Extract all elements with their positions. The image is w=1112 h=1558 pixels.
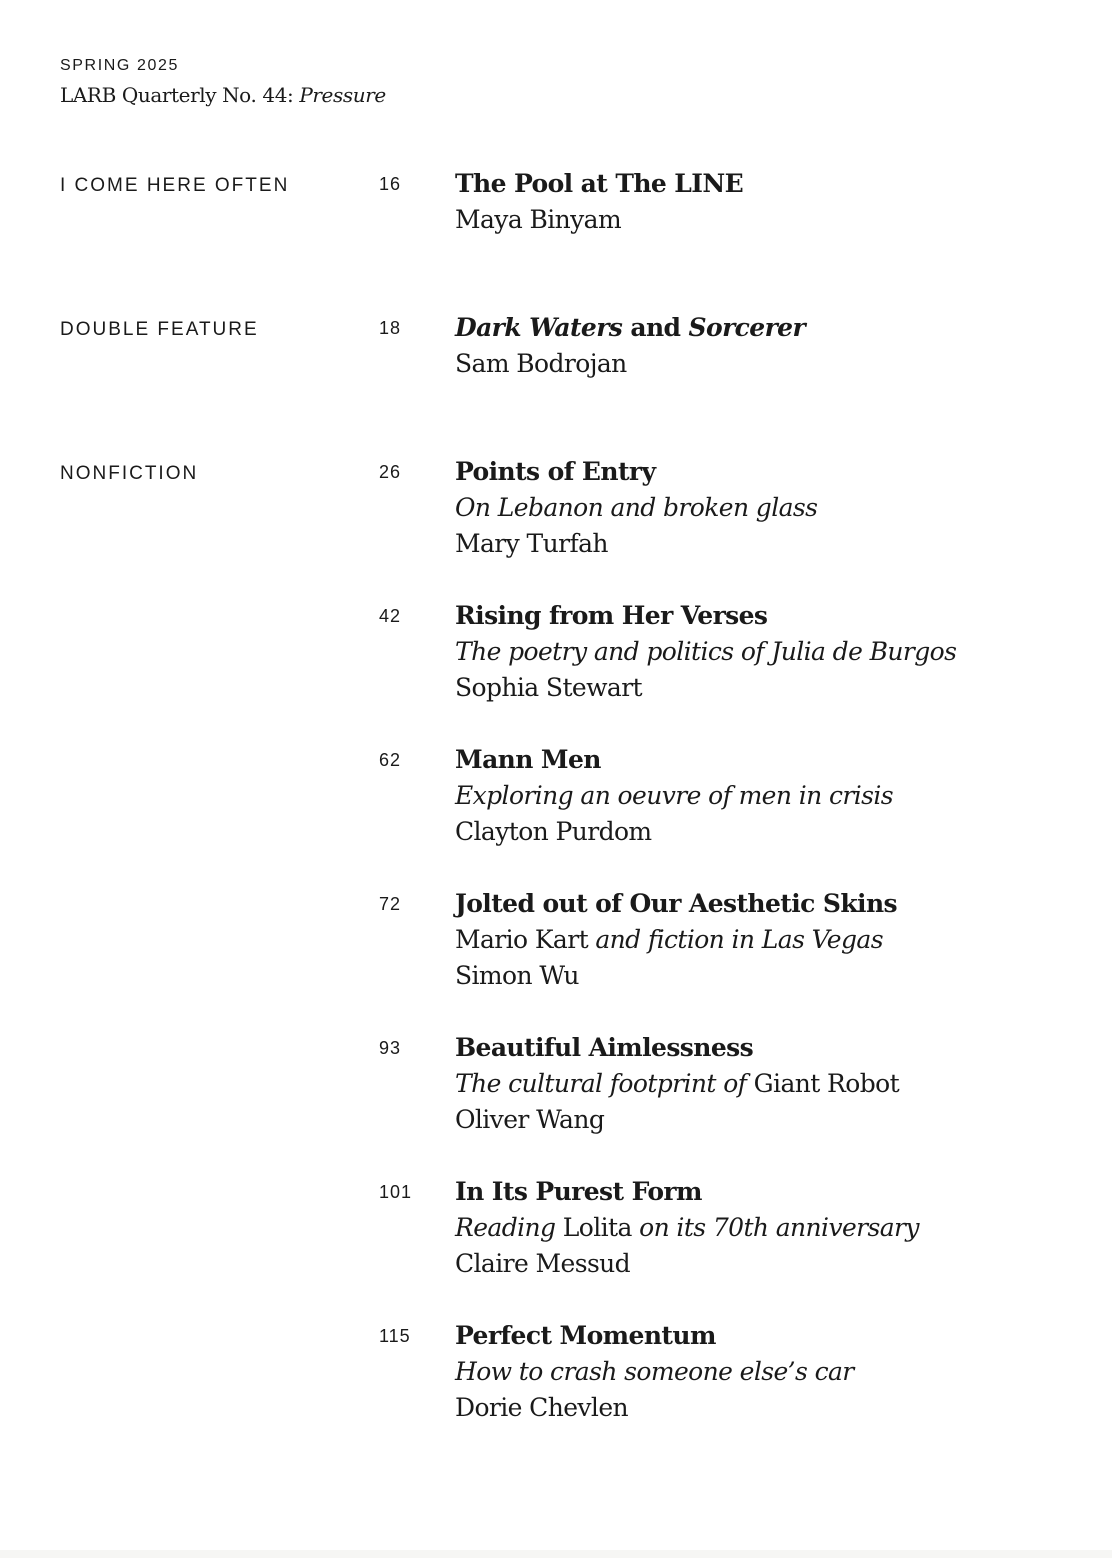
entry-subtitle-work-title: Lolita [562,1213,632,1242]
entry-subtitle [455,922,1095,958]
entry-subtitle-work-title: Giant Robot [753,1069,900,1098]
entry-subtitle-text: on its 70th anniversary [631,1213,919,1242]
entry-body [455,742,1095,850]
page-number: 115 [379,1326,411,1346]
page-number: 93 [379,1038,402,1058]
entry-subtitle-text: and fiction in Las Vegas [588,925,883,954]
entry-body [455,454,1095,562]
entry-body [455,1030,1095,1138]
page-number: 62 [379,750,402,770]
entry-author: Sam Bodrojan [455,349,627,378]
entry-author: Mary Turfah [455,529,608,558]
entry-subtitle-work-title: Mario Kart [455,925,589,954]
page-number: 42 [379,606,402,626]
entry-subtitle [455,1066,1095,1102]
entry-author: Sophia Stewart [455,673,642,702]
section-label-double-feature: DOUBLE FEATURE [60,319,259,340]
entry-author: Maya Binyam [455,205,622,234]
entry-subtitle: Exploring an oeuvre of men in crisis [455,781,893,810]
section-label-i-come-here-often: I COME HERE OFTEN [60,175,290,196]
entry-title: The Pool at The LINE [455,169,744,198]
entry-subtitle [455,1210,1095,1246]
entry-title: Rising from Her Verses [455,601,768,630]
section-label-nonfiction: NONFICTION [60,463,199,484]
entry-subtitle: On Lebanon and broken glass [455,493,818,522]
entry-title: Beautiful Aimlessness [455,1033,754,1062]
entry-title: Jolted out of Our Aesthetic Skins [455,889,898,918]
page-bottom-edge [0,1550,1112,1558]
entry-author: Oliver Wang [455,1105,605,1134]
entry-subtitle: How to crash someone else’s car [455,1357,854,1386]
issue-header [60,56,386,110]
entry-body [455,598,1095,706]
issue-theme: Pressure [299,83,386,107]
page-number: 101 [379,1182,413,1202]
entry-author: Simon Wu [455,961,579,990]
page-number: 26 [379,462,402,482]
season-label: SPRING 2025 [60,57,179,74]
page-number: 18 [379,318,402,338]
entry-subtitle-text: Reading [455,1213,563,1242]
entry-title: Perfect Momentum [455,1321,716,1350]
entry-title-film-1: Dark Waters [455,313,623,342]
entry-body [455,310,1095,382]
entry-title: Points of Entry [455,457,656,486]
entry-author: Clayton Purdom [455,817,652,846]
entry-title-conjunction: and [622,313,689,342]
entry-subtitle: The poetry and politics of Julia de Burgos [455,637,957,666]
entry-title: In Its Purest Form [455,1177,702,1206]
entry-subtitle-text: The cultural footprint of [455,1069,754,1098]
entry-body [455,886,1095,994]
page-number: 72 [379,894,402,914]
entry-body [455,166,1095,238]
entry-title [455,310,1095,346]
page-number: 16 [379,174,402,194]
issue-title [60,80,386,110]
entry-author: Dorie Chevlen [455,1393,629,1422]
issue-title-prefix: LARB Quarterly No. 44: [60,83,300,107]
entry-title: Mann Men [455,745,601,774]
entry-title-film-2: Sorcerer [688,313,806,342]
entry-body [455,1174,1095,1282]
entry-body [455,1318,1095,1426]
entry-author: Claire Messud [455,1249,631,1278]
